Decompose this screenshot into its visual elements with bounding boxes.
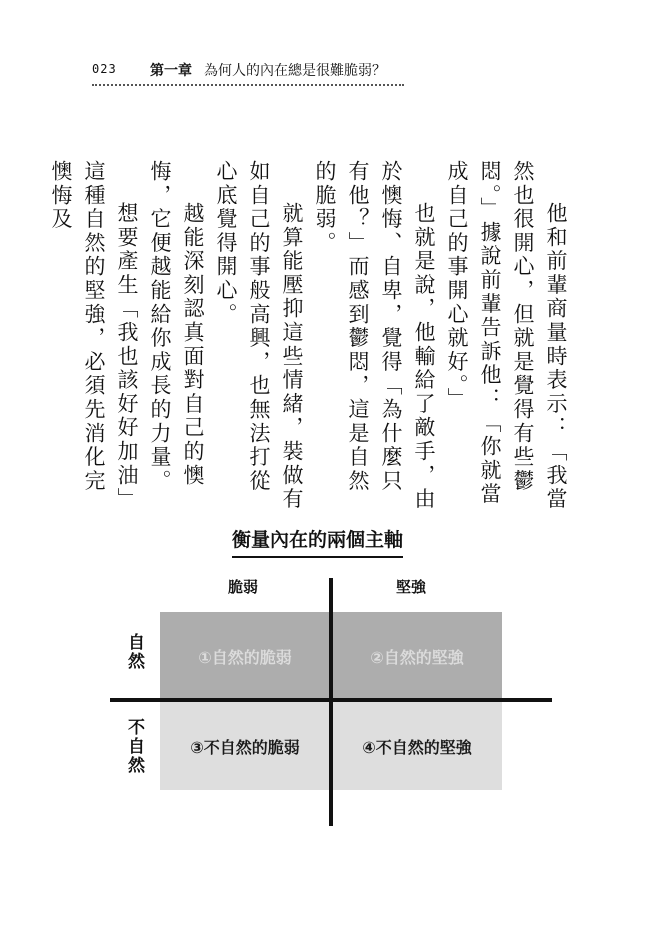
- row-label-unnatural: 不自然: [124, 718, 144, 775]
- chapter-label: 第一章: [150, 63, 192, 79]
- quadrant-unnatural-strong: ④不自然的堅強: [332, 702, 502, 790]
- paragraph-1: 他和前輩商量時表示：「我當然也很開心，但就是覺得有些鬱悶。」據說前輩告訴他：「你就當成自己的事開心就好。」: [445, 160, 568, 512]
- body-text: [49, 160, 572, 512]
- column-label-weak: 脆弱: [228, 578, 259, 596]
- page-number: 023: [92, 62, 117, 76]
- running-title: 為何人的內在總是很難脆弱？: [204, 63, 386, 79]
- paragraph-4: 越能深刻認真面對自己的懊悔，它便越能給你成長的力量。: [148, 160, 205, 494]
- row-label-natural: 自然: [124, 633, 144, 671]
- column-label-strong: 堅強: [396, 578, 427, 596]
- paragraph-3: 就算能壓抑這些情緒，裝做有如自己的事般高興，也無法打從心底覺得開心。: [214, 160, 304, 512]
- horizontal-axis: [110, 698, 552, 702]
- quadrant-natural-weak: ①自然的脆弱: [160, 612, 330, 700]
- quadrant-natural-strong: ②自然的堅強: [332, 612, 502, 700]
- vertical-axis: [329, 578, 333, 826]
- paragraph-2: 也就是說，他輸給了敵手，由於懊悔、自卑，覺得「為什麼只有他？」而感到鬱悶，這是自然的脆弱。: [313, 160, 436, 512]
- quadrant-unnatural-weak: ③不自然的脆弱: [160, 702, 330, 790]
- page-header: [92, 58, 404, 86]
- paragraph-5: 想要產生「我也該好好加油」這種自然的堅強，必須先消化完懊悔及: [49, 160, 139, 512]
- figure-title: 衡量內在的兩個主軸: [232, 525, 403, 558]
